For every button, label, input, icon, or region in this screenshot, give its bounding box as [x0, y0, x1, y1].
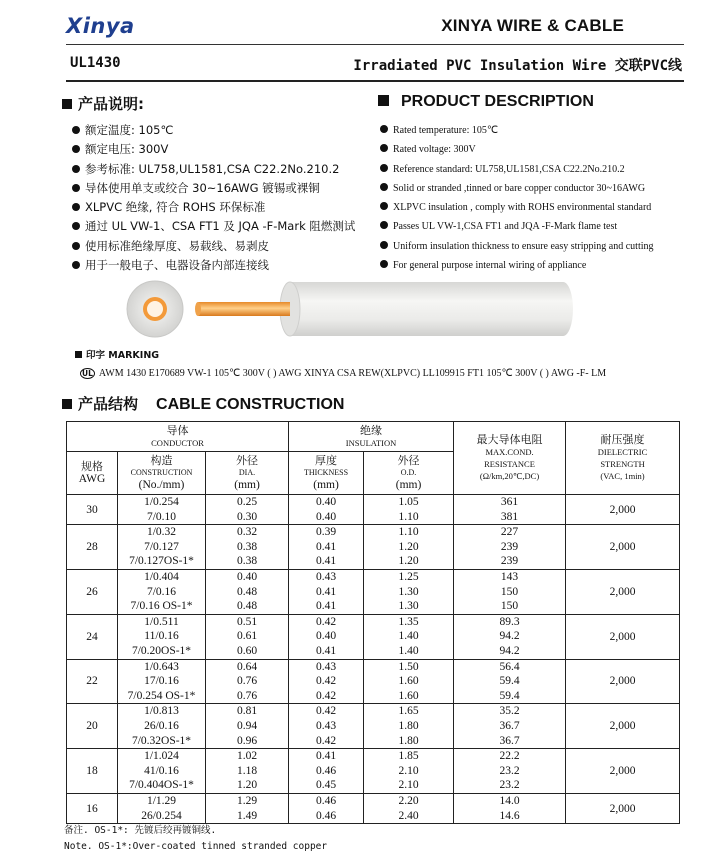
- construction-cell: 1/0.813 26/0.16 7/0.32OS-1*: [118, 704, 206, 749]
- dielectric-cell: 2,000: [566, 495, 680, 525]
- dia-cell: 0.81 0.94 0.96: [206, 704, 289, 749]
- ul-recognized-icon: UL: [82, 369, 93, 378]
- od-cell: 1.05 1.10: [364, 495, 454, 525]
- dia-cell: 0.40 0.48 0.48: [206, 569, 289, 614]
- dielectric-cell: 2,000: [566, 704, 680, 749]
- od-header: 外径 O.D. (mm): [364, 452, 454, 495]
- bullet-icon: [72, 145, 80, 153]
- cable-construction-table: [66, 421, 680, 824]
- square-bullet-icon: [378, 95, 389, 106]
- od-cell: 1.10 1.20 1.20: [364, 525, 454, 570]
- thickness-cell: 0.43 0.41 0.41: [289, 569, 364, 614]
- square-bullet-icon: [75, 351, 82, 358]
- dielectric-header: 耐压强度 DIELECTRIC STRENGTH (VAC, 1min): [566, 422, 680, 495]
- subtitle-rule: [66, 80, 684, 82]
- dielectric-cell: 2,000: [566, 659, 680, 704]
- awg-cell: 24: [67, 614, 118, 659]
- resistance-cell: 14.0 14.6: [454, 793, 566, 823]
- od-cell: 2.20 2.40: [364, 793, 454, 823]
- thickness-header: 厚度 THICKNESS (mm): [289, 452, 364, 495]
- cable-illustration: [125, 278, 585, 340]
- bullet-icon: [380, 241, 388, 249]
- list-item: 使用标准绝缘厚度、易载线、易剥皮: [72, 237, 355, 256]
- awg-cell: 22: [67, 659, 118, 704]
- resistance-header: 最大导体电阻 MAX.COND. RESISTANCE (Ω/km,20℃,DC): [454, 422, 566, 495]
- bullet-icon: [72, 261, 80, 269]
- thickness-cell: 0.41 0.46 0.45: [289, 749, 364, 794]
- thickness-cell: 0.39 0.41 0.41: [289, 525, 364, 570]
- marking-title: 印字 MARKING: [86, 350, 160, 361]
- marking-text: AWM 1430 E170689 VW-1 105℃ 300V ( ) AWG XINYA CSA REW(XLPVC) LL109915 FT1 105℃ 300V ( ) AWG -F- LM: [98, 368, 607, 379]
- table-row: [67, 749, 680, 794]
- thickness-cell: 0.46 0.46: [289, 793, 364, 823]
- construction-cell: 1/0.32 7/0.127 7/0.127OS-1*: [118, 525, 206, 570]
- table-row: [67, 525, 680, 570]
- od-cell: 1.65 1.80 1.80: [364, 704, 454, 749]
- construction-cell: 1/0.511 11/0.16 7/0.20OS-1*: [118, 614, 206, 659]
- od-cell: 1.50 1.60 1.60: [364, 659, 454, 704]
- table-row: [67, 495, 680, 525]
- list-item: 导体使用单支或绞合 30~16AWG 镀锡或裸铜: [72, 179, 355, 198]
- awg-cell: 26: [67, 569, 118, 614]
- bullet-icon: [380, 164, 388, 172]
- table-row: [67, 569, 680, 614]
- thickness-cell: 0.40 0.40: [289, 495, 364, 525]
- table-row: [67, 793, 680, 823]
- bullet-icon: [380, 144, 388, 152]
- list-item: 通过 UL VW-1、CSA FT1 及 JQA -F-Mark 阻燃测试: [72, 217, 355, 236]
- description-list-cn: [72, 121, 355, 275]
- dia-cell: 0.32 0.38 0.38: [206, 525, 289, 570]
- resistance-cell: 143 150 150: [454, 569, 566, 614]
- dia-cell: 1.29 1.49: [206, 793, 289, 823]
- dielectric-cell: 2,000: [566, 793, 680, 823]
- list-item: Passes UL VW-1,CSA FT1 and JQA -F-Mark flame test: [380, 217, 654, 236]
- list-item: 额定电压: 300V: [72, 140, 355, 159]
- dia-cell: 0.25 0.30: [206, 495, 289, 525]
- construction-cell: 1/0.404 7/0.16 7/0.16 OS-1*: [118, 569, 206, 614]
- construction-cell: 1/0.643 17/0.16 7/0.254 OS-1*: [118, 659, 206, 704]
- resistance-cell: 89.3 94.2 94.2: [454, 614, 566, 659]
- resistance-cell: 56.4 59.4 59.4: [454, 659, 566, 704]
- awg-cell: 20: [67, 704, 118, 749]
- thickness-cell: 0.43 0.42 0.42: [289, 659, 364, 704]
- bullet-icon: [380, 202, 388, 210]
- awg-cell: 18: [67, 749, 118, 794]
- bullet-icon: [380, 221, 388, 229]
- dia-cell: 0.51 0.61 0.60: [206, 614, 289, 659]
- thickness-cell: 0.42 0.43 0.42: [289, 704, 364, 749]
- resistance-cell: 22.2 23.2 23.2: [454, 749, 566, 794]
- bullet-icon: [72, 126, 80, 134]
- list-item: Uniform insulation thickness to ensure easy stripping and cutting: [380, 237, 654, 256]
- description-list-en: [380, 121, 654, 275]
- awg-cell: 30: [67, 495, 118, 525]
- construction-heading: [62, 393, 344, 414]
- product-subtitle: Irradiated PVC Insulation Wire 交联PVC线: [353, 58, 682, 74]
- insulation-header: 绝缘 INSULATION: [289, 422, 454, 452]
- thickness-cell: 0.42 0.40 0.41: [289, 614, 364, 659]
- dielectric-cell: 2,000: [566, 569, 680, 614]
- cable-end-section: [127, 281, 183, 337]
- square-bullet-icon: [62, 99, 72, 109]
- bullet-icon: [380, 125, 388, 133]
- company-logo: Xinya: [66, 14, 135, 38]
- description-heading-en: [378, 93, 594, 111]
- table-row: [67, 704, 680, 749]
- od-cell: 1.25 1.30 1.30: [364, 569, 454, 614]
- table-body: [67, 495, 680, 824]
- bullet-icon: [380, 183, 388, 191]
- list-item: 额定温度: 105℃: [72, 121, 355, 140]
- description-title-cn: 产品说明:: [78, 95, 144, 113]
- marking-heading: [75, 347, 159, 361]
- cable-side-view: [195, 282, 573, 336]
- dielectric-cell: 2,000: [566, 525, 680, 570]
- description-heading-cn: [62, 93, 144, 114]
- construction-cell: 1/1.29 26/0.254: [118, 793, 206, 823]
- od-cell: 1.35 1.40 1.40: [364, 614, 454, 659]
- od-cell: 1.85 2.10 2.10: [364, 749, 454, 794]
- list-item: 参考标准: UL758,UL1581,CSA C22.2No.210.2: [72, 160, 355, 179]
- list-item: Rated temperature: 105℃: [380, 121, 654, 140]
- conductor-header: 导体 CONDUCTOR: [67, 422, 289, 452]
- dia-header: 外径 DIA. (mm): [206, 452, 289, 495]
- bullet-icon: [380, 260, 388, 268]
- construction-cell: 1/1.024 41/0.16 7/0.404OS-1*: [118, 749, 206, 794]
- note-en: Note. OS-1*:Over-coated tinned stranded copper: [64, 841, 328, 852]
- list-item: Rated voltage: 300V: [380, 140, 654, 159]
- list-item: XLPVC 绝缘, 符合 ROHS 环保标准: [72, 198, 355, 217]
- list-item: Solid or stranded ,tinned or bare copper conductor 30~16AWG: [380, 179, 654, 198]
- resistance-cell: 227 239 239: [454, 525, 566, 570]
- model-number: UL1430: [70, 55, 121, 71]
- dia-cell: 1.02 1.18 1.20: [206, 749, 289, 794]
- table-header-row: [67, 422, 680, 452]
- bullet-icon: [72, 165, 80, 173]
- construction-title-en: CABLE CONSTRUCTION: [156, 396, 345, 413]
- bullet-icon: [72, 203, 80, 211]
- dia-cell: 0.64 0.76 0.76: [206, 659, 289, 704]
- bullet-icon: [72, 242, 80, 250]
- resistance-cell: 361 381: [454, 495, 566, 525]
- list-item: 用于一般电子、电器设备内部连接线: [72, 256, 355, 275]
- resistance-cell: 35.2 36.7 36.7: [454, 704, 566, 749]
- square-bullet-icon: [62, 399, 72, 409]
- dielectric-cell: 2,000: [566, 614, 680, 659]
- list-item: For general purpose internal wiring of appliance: [380, 256, 654, 275]
- note-cn: 备注. OS-1*: 先镀后绞再镀铜线.: [64, 825, 217, 836]
- awg-header: 规格 AWG: [67, 452, 118, 495]
- construction-column-header: 构造 CONSTRUCTION (No./mm): [118, 452, 206, 495]
- dielectric-cell: 2,000: [566, 749, 680, 794]
- bullet-icon: [72, 222, 80, 230]
- table-row: [67, 659, 680, 704]
- header-rule: [66, 44, 684, 45]
- description-title-en: PRODUCT DESCRIPTION: [401, 93, 594, 110]
- brand-title: XINYA WIRE & CABLE: [441, 16, 624, 35]
- marking-line: [80, 368, 606, 379]
- bullet-icon: [72, 184, 80, 192]
- list-item: XLPVC insulation , comply with ROHS environmental standard: [380, 198, 654, 217]
- table-row: [67, 614, 680, 659]
- awg-cell: 28: [67, 525, 118, 570]
- list-item: Reference standard: UL758,UL1581,CSA C22.2No.210.2: [380, 160, 654, 179]
- awg-cell: 16: [67, 793, 118, 823]
- construction-cell: 1/0.254 7/0.10: [118, 495, 206, 525]
- construction-title-cn: 产品结构: [78, 395, 139, 413]
